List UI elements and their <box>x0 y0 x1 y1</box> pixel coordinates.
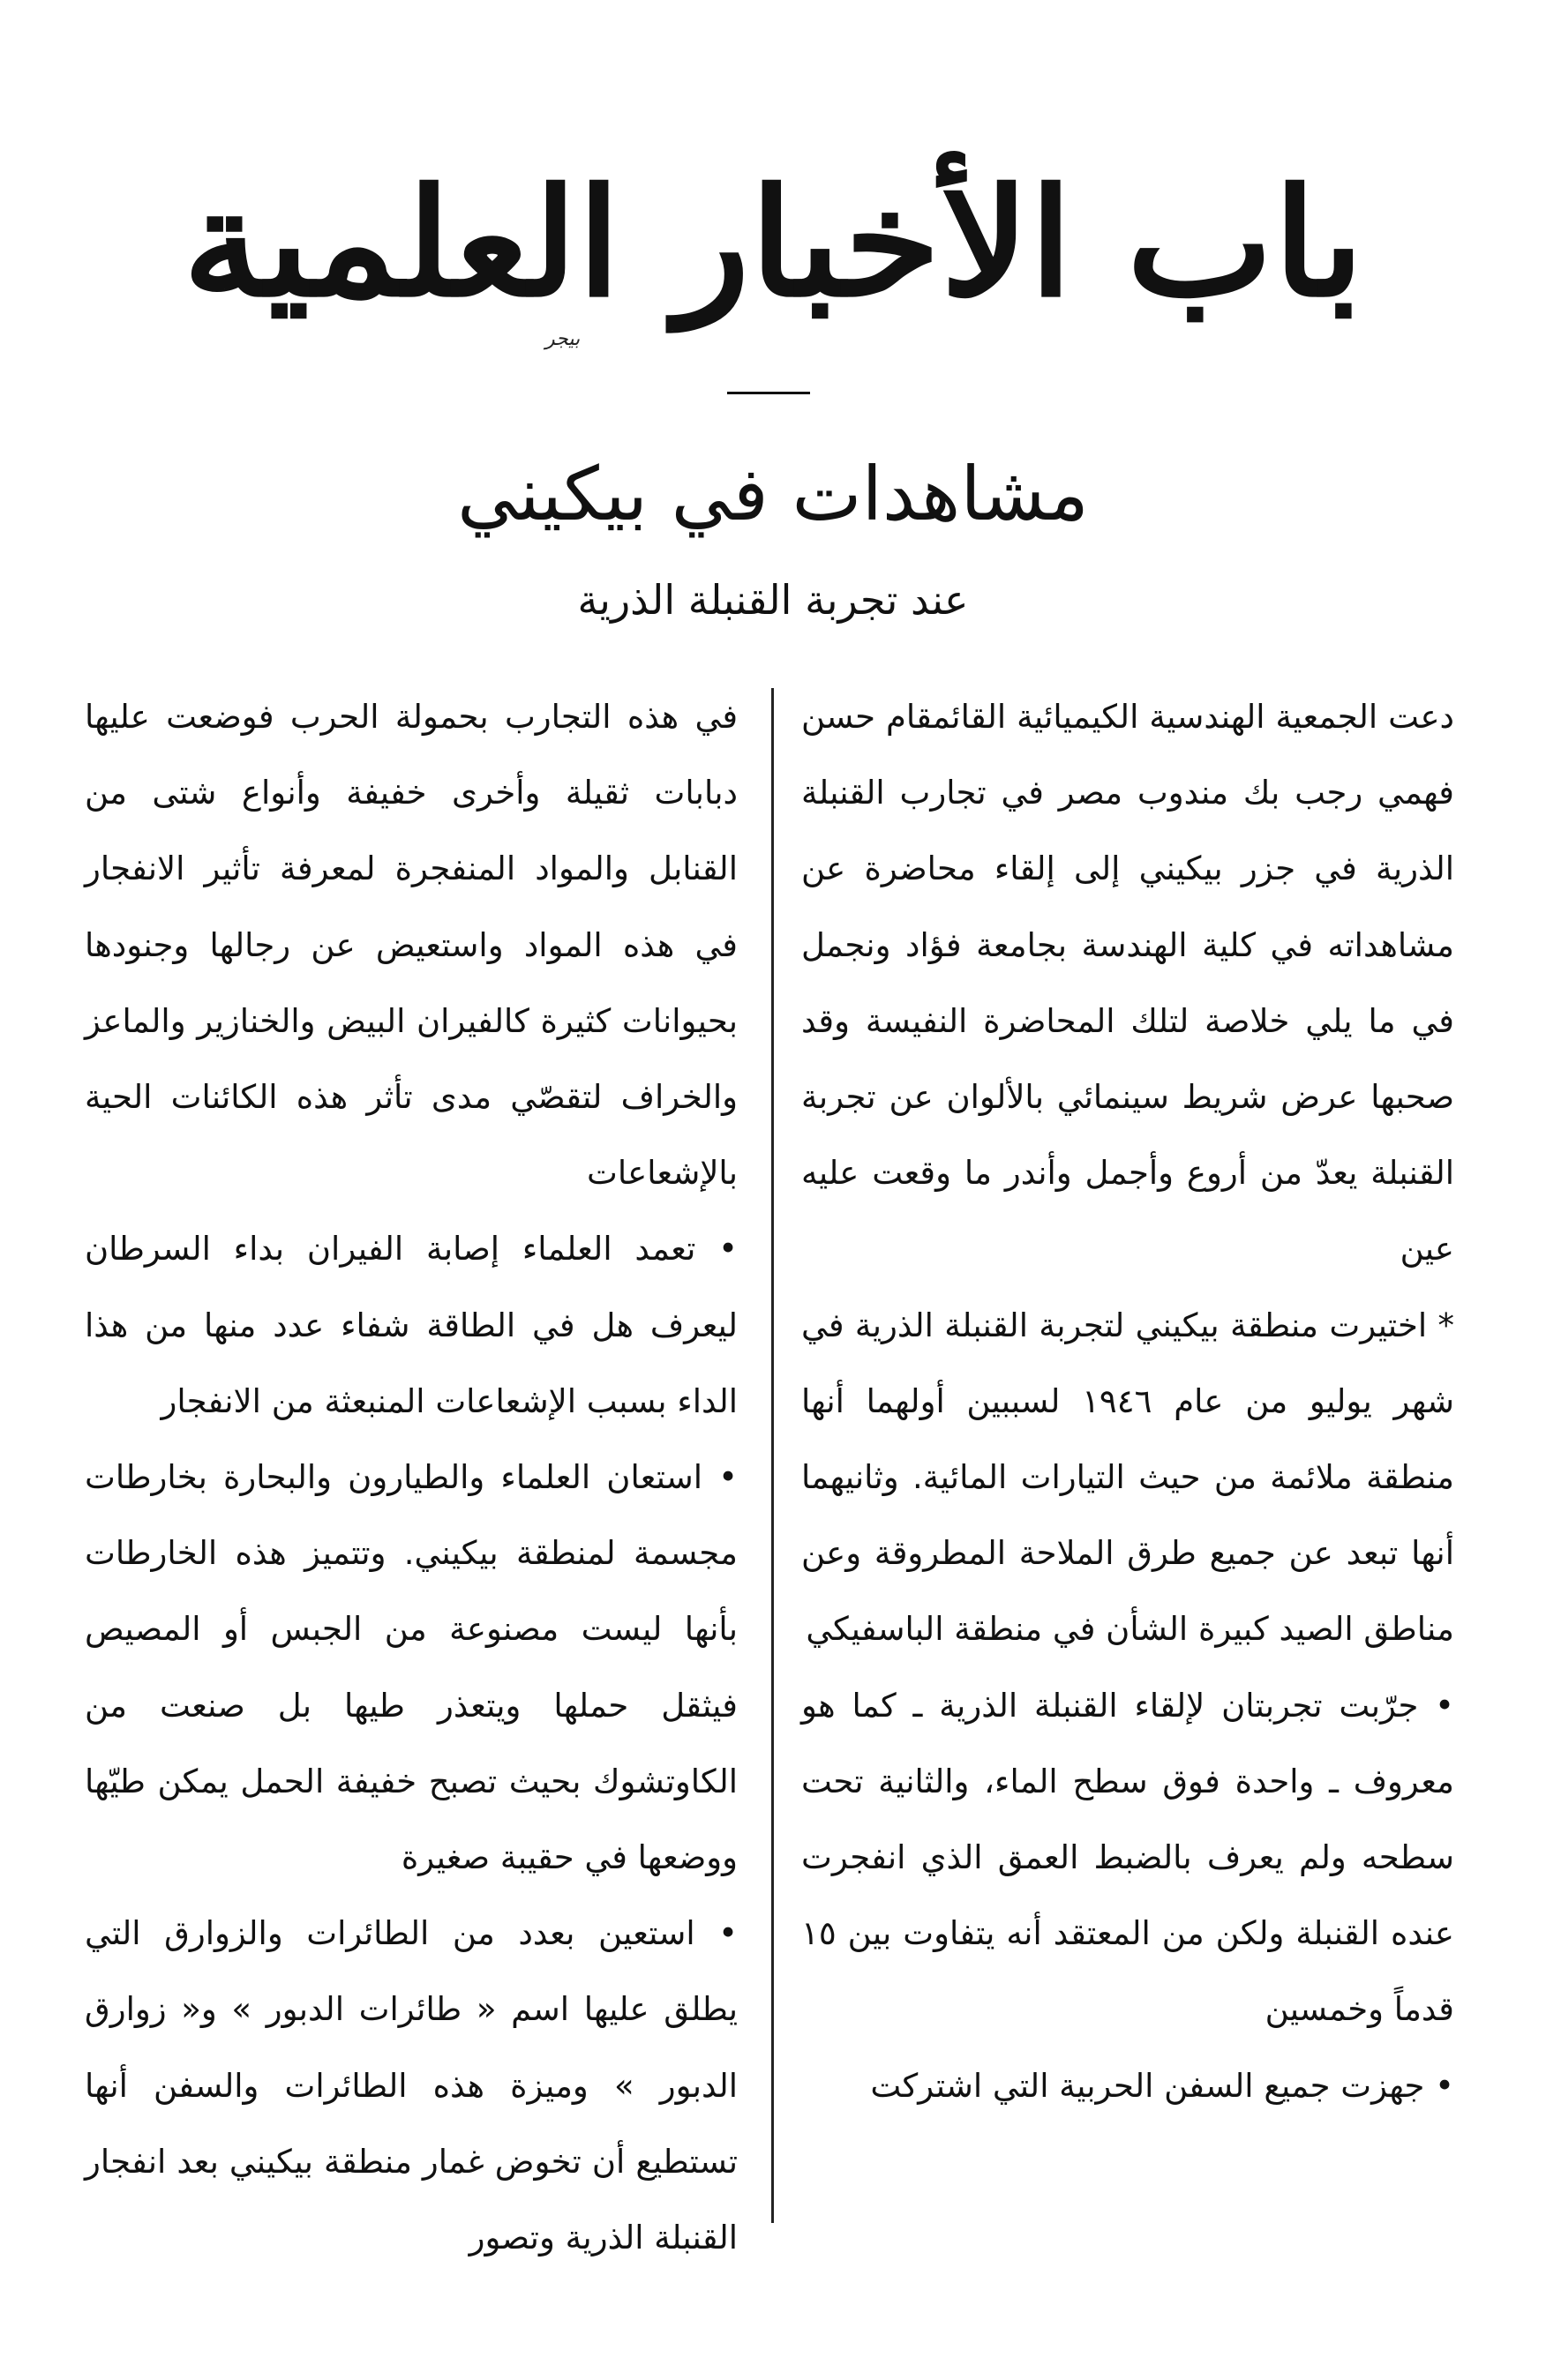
paragraph: * اختيرت منطقة بيكيني لتجربة القنبلة الذرية في شهر يوليو من عام ١٩٤٦ لسببين أولهما أنها منطقة ملائمة من حيث التيارات المائية. وثانيهما أنها تبعد عن جميع طرق الملاحة المطروقة وعن مناطق الصيد كبيرة الشأن في منطقة الباسفيكي <box>801 1306 1454 1649</box>
masthead <box>0 132 1546 370</box>
article-subtitle: عند تجربة القنبلة الذرية <box>577 576 969 624</box>
column-left <box>85 679 738 2257</box>
paragraph: في هذه التجارب بحمولة الحرب فوضعت عليها دبابات ثقيلة وأخرى خفيفة وأنواع شتى من القنابل والمواد المنفجرة لمعرفة تأثير الانفجار في هذه المواد واستعيض عن رجالها وجنودها بحيوانات كثيرة كالفيران البيض والخنازير والماعز والخراف لتقصّي مدى تأثر هذه الكائنات الحية بالإشعاعات <box>85 698 738 1193</box>
paragraph: • تعمد العلماء إصابة الفيران بداء السرطان ليعرف هل في الطاقة شفاء عدد منها من هذا الداء بسبب الإشعاعات المنبعثة من الانفجار <box>85 1230 738 1420</box>
article-title: مشاهدات في بيكيني <box>457 451 1089 537</box>
paragraph: • استعان العلماء والطيارون والبحارة بخارطات مجسمة لمنطقة بيكيني. وتتميز هذه الخارطات بأنها ليست مصنوعة من الجبس أو المصيص فيثقل حملها ويتعذر طيها بل صنعت من الكاوتشوك بحيث تصبح خفيفة الحمل يمكن طيّها ووضعها في حقيبة صغيرة <box>85 1458 738 1877</box>
masthead-signature: بيجر <box>545 328 581 350</box>
masthead-title: باب الأخبار العلمية <box>182 155 1364 330</box>
paragraph: • استعين بعدد من الطائرات والزوارق التي يطلق عليها اسم « طائرات الدبور » و« زوارق الدبور » وميزة هذه الطائرات والسفن أنها تستطيع أن تخوض غمار منطقة بيكيني بعد انفجار القنبلة الذرية وتصور <box>85 1914 738 2257</box>
paragraph: دعت الجمعية الهندسية الكيميائية القائمقام حسن فهمي رجب بك مندوب مصر في تجارب القنبلة الذرية في جزر بيكيني إلى إلقاء محاضرة عن مشاهداته في كلية الهندسة بجامعة فؤاد ونجمل في ما يلي خلاصة لتلك المحاضرة النفيسة وقد صحبها عرض شريط سينمائي بالألوان عن تجربة القنبلة يعدّ من أروع وأجمل وأندر ما وقعت عليه عين <box>801 698 1454 1269</box>
column-right <box>801 679 1454 2249</box>
paragraph: • جرّبت تجربتان لإلقاء القنبلة الذرية ـ كما هو معروف ـ واحدة فوق سطح الماء، والثانية تحت سطحه ولم يعرف بالضبط العمق الذي انفجرت عنده القنبلة ولكن من المعتقد أنه يتفاوت بين ١٥ قدماً وخمسين <box>801 1686 1454 2029</box>
title-divider <box>727 392 810 394</box>
column-divider <box>771 688 774 2223</box>
paragraph: • جهزت جميع السفن الحربية التي اشتركت <box>870 2066 1454 2105</box>
